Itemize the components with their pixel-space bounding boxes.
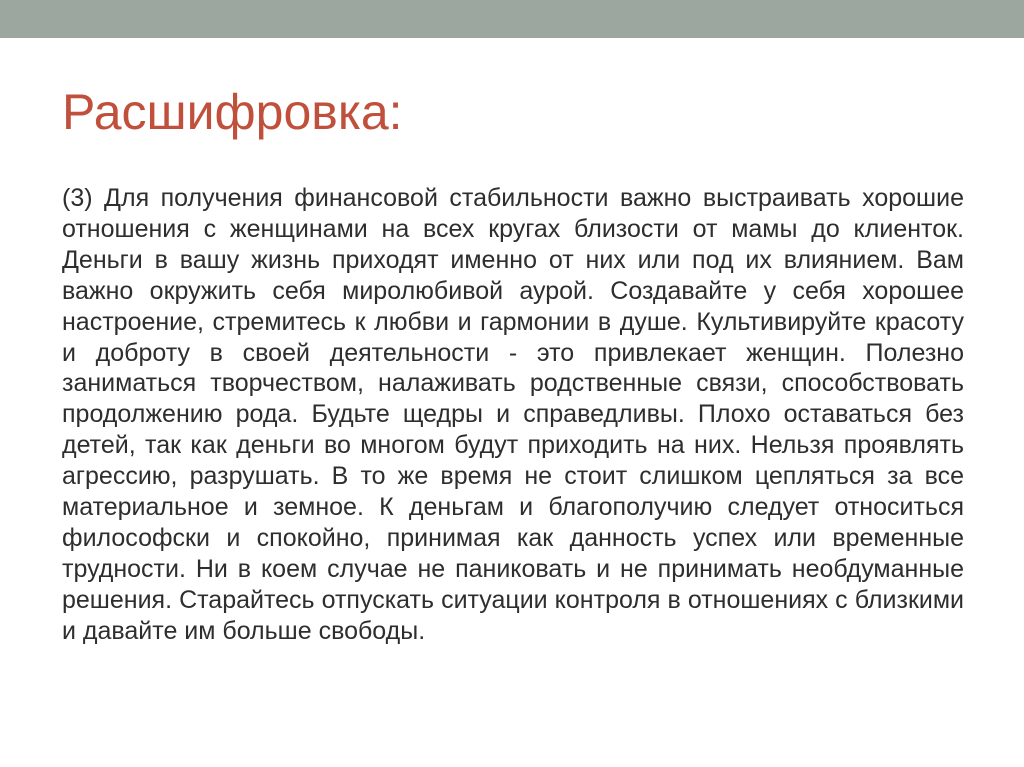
top-accent-bar: [0, 0, 1024, 38]
slide-title: Расшифровка:: [62, 84, 403, 140]
slide-body-text: (3) Для получения финансовой стабильности важно выстраивать хорошие отношения с женщинами на всех кругах близости от мамы до клиенток. Деньги в вашу жизнь приходят именно от них или под их влиянием. Вам важно окружить себя миролюбивой аурой. Создавайте у себя хорошее настроение, стремитесь к любви и гармонии в душе. Культивируйте красоту и доброту в своей деятельности - это привлекает женщин. Полезно заниматься творчеством, налаживать родственные связи, способствовать продолжению рода. Будьте щедры и справедливы. Плохо оставаться без детей, так как деньги во многом будут приходить на них. Нельзя проявлять агрессию, разрушать. В то же время не стоит слишком цепляться за все материальное и земное. К деньгам и благополучию следует относиться философски и спокойно, принимая как данность успех или временные трудности. Ни в коем случае не паниковать и не принимать необдуманные решения. Старайтесь отпускать ситуации контроля в отношениях с близкими и давайте им больше свободы.: [62, 184, 964, 645]
